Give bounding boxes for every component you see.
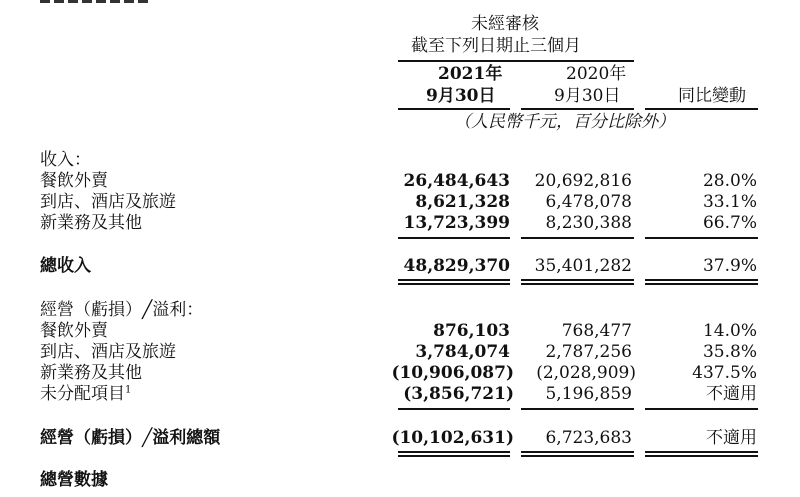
revenue-row-label: 到店、酒店及旅遊 (40, 192, 176, 212)
total-revenue-2021: 48,829,370 (403, 256, 510, 276)
operating-data-section-title: 總營數據 (40, 470, 108, 490)
operating-total-2021: (10,102,631) (391, 428, 514, 448)
operating-row-2020: (2,028,909) (536, 363, 636, 383)
revenue-subtotal-rule-2021 (398, 237, 510, 239)
operating-row-change: 35.8% (702, 342, 757, 362)
operating-row-2020: 768,477 (561, 321, 632, 341)
unallocated-label-text: 未分配項目 (40, 384, 125, 404)
audit-status-header: 未經審核 (471, 14, 539, 34)
unit-note: （人民幣千元，百分比除外） (454, 112, 675, 132)
revenue-section-title: 收入： (40, 150, 91, 170)
operating-row-2021: 876,103 (433, 321, 510, 341)
col-change-header: 同比變動 (678, 86, 746, 106)
operating-row-change: 不適用 (706, 384, 757, 404)
revenue-row-change: 28.0% (702, 171, 757, 191)
revenue-total-double-rule-2021 (398, 283, 510, 285)
header-underline (398, 60, 634, 62)
revenue-row-2020: 8,230,388 (545, 213, 632, 233)
operating-row-label: 餐飲外賣 (40, 321, 108, 341)
total-revenue-2020: 35,401,282 (534, 256, 632, 276)
operating-total-double-rule-change (645, 455, 758, 457)
revenue-total-double-rule-change (645, 279, 758, 281)
total-revenue-change: 37.9% (702, 256, 757, 276)
operating-row-2021: (3,856,721) (403, 384, 514, 404)
revenue-row-change: 66.7% (702, 213, 757, 233)
operating-section-title: 經營（虧損）╱溢利： (40, 300, 204, 320)
operating-subtotal-rule-change (645, 408, 758, 410)
operating-row-label: 到店、酒店及旅遊 (40, 342, 176, 362)
revenue-row-2021: 13,723,399 (403, 213, 510, 233)
period-header: 截至下列日期止三個月 (411, 36, 581, 56)
operating-row-2020: 2,787,256 (545, 342, 632, 362)
operating-total-double-rule-2020 (521, 455, 634, 457)
revenue-subtotal-rule-2020 (521, 237, 634, 239)
operating-row-change: 437.5% (692, 363, 757, 383)
col-header-underline-change (645, 108, 758, 110)
revenue-row-2020: 6,478,078 (545, 192, 632, 212)
col-2020-date: 9月30日 (554, 86, 621, 106)
col-2021-year: 2021年 (438, 64, 503, 84)
operating-total-double-rule-2021 (398, 455, 510, 457)
revenue-row-change: 33.1% (702, 192, 757, 212)
col-2021-date: 9月30日 (426, 86, 496, 106)
operating-subtotal-rule-2021 (398, 408, 510, 410)
col-header-underline-2020 (521, 108, 634, 110)
operating-total-change: 不適用 (706, 428, 757, 448)
revenue-total-double-rule-2020 (521, 279, 634, 281)
operating-total-label: 經營（虧損）╱溢利總額 (40, 428, 221, 448)
operating-total-double-rule-2020 (521, 451, 634, 453)
col-header-underline-2021 (398, 108, 510, 110)
operating-row-label-unallocated (40, 386, 131, 403)
revenue-total-double-rule-change (645, 283, 758, 285)
revenue-row-label: 新業務及其他 (40, 213, 142, 233)
revenue-total-double-rule-2020 (521, 283, 634, 285)
col-2020-year: 2020年 (566, 64, 627, 84)
cropped-heading-fragment (40, 0, 150, 3)
revenue-total-double-rule-2021 (398, 279, 510, 281)
operating-row-2021: (10,906,087) (391, 363, 514, 383)
revenue-row-2020: 20,692,816 (534, 171, 632, 191)
total-revenue-label: 總收入 (40, 256, 91, 276)
revenue-subtotal-rule-change (645, 237, 758, 239)
operating-total-2020: 6,723,683 (545, 428, 632, 448)
operating-subtotal-rule-2020 (521, 408, 634, 410)
operating-row-2021: 3,784,074 (415, 342, 510, 362)
operating-row-change: 14.0% (702, 321, 757, 341)
operating-row-2020: 5,196,859 (545, 384, 632, 404)
footnote-marker: 1 (125, 384, 132, 396)
operating-total-double-rule-2021 (398, 451, 510, 453)
revenue-row-2021: 8,621,328 (415, 192, 510, 212)
operating-total-double-rule-change (645, 451, 758, 453)
operating-row-label: 新業務及其他 (40, 363, 142, 383)
revenue-row-2021: 26,484,643 (403, 171, 510, 191)
revenue-row-label: 餐飲外賣 (40, 171, 108, 191)
